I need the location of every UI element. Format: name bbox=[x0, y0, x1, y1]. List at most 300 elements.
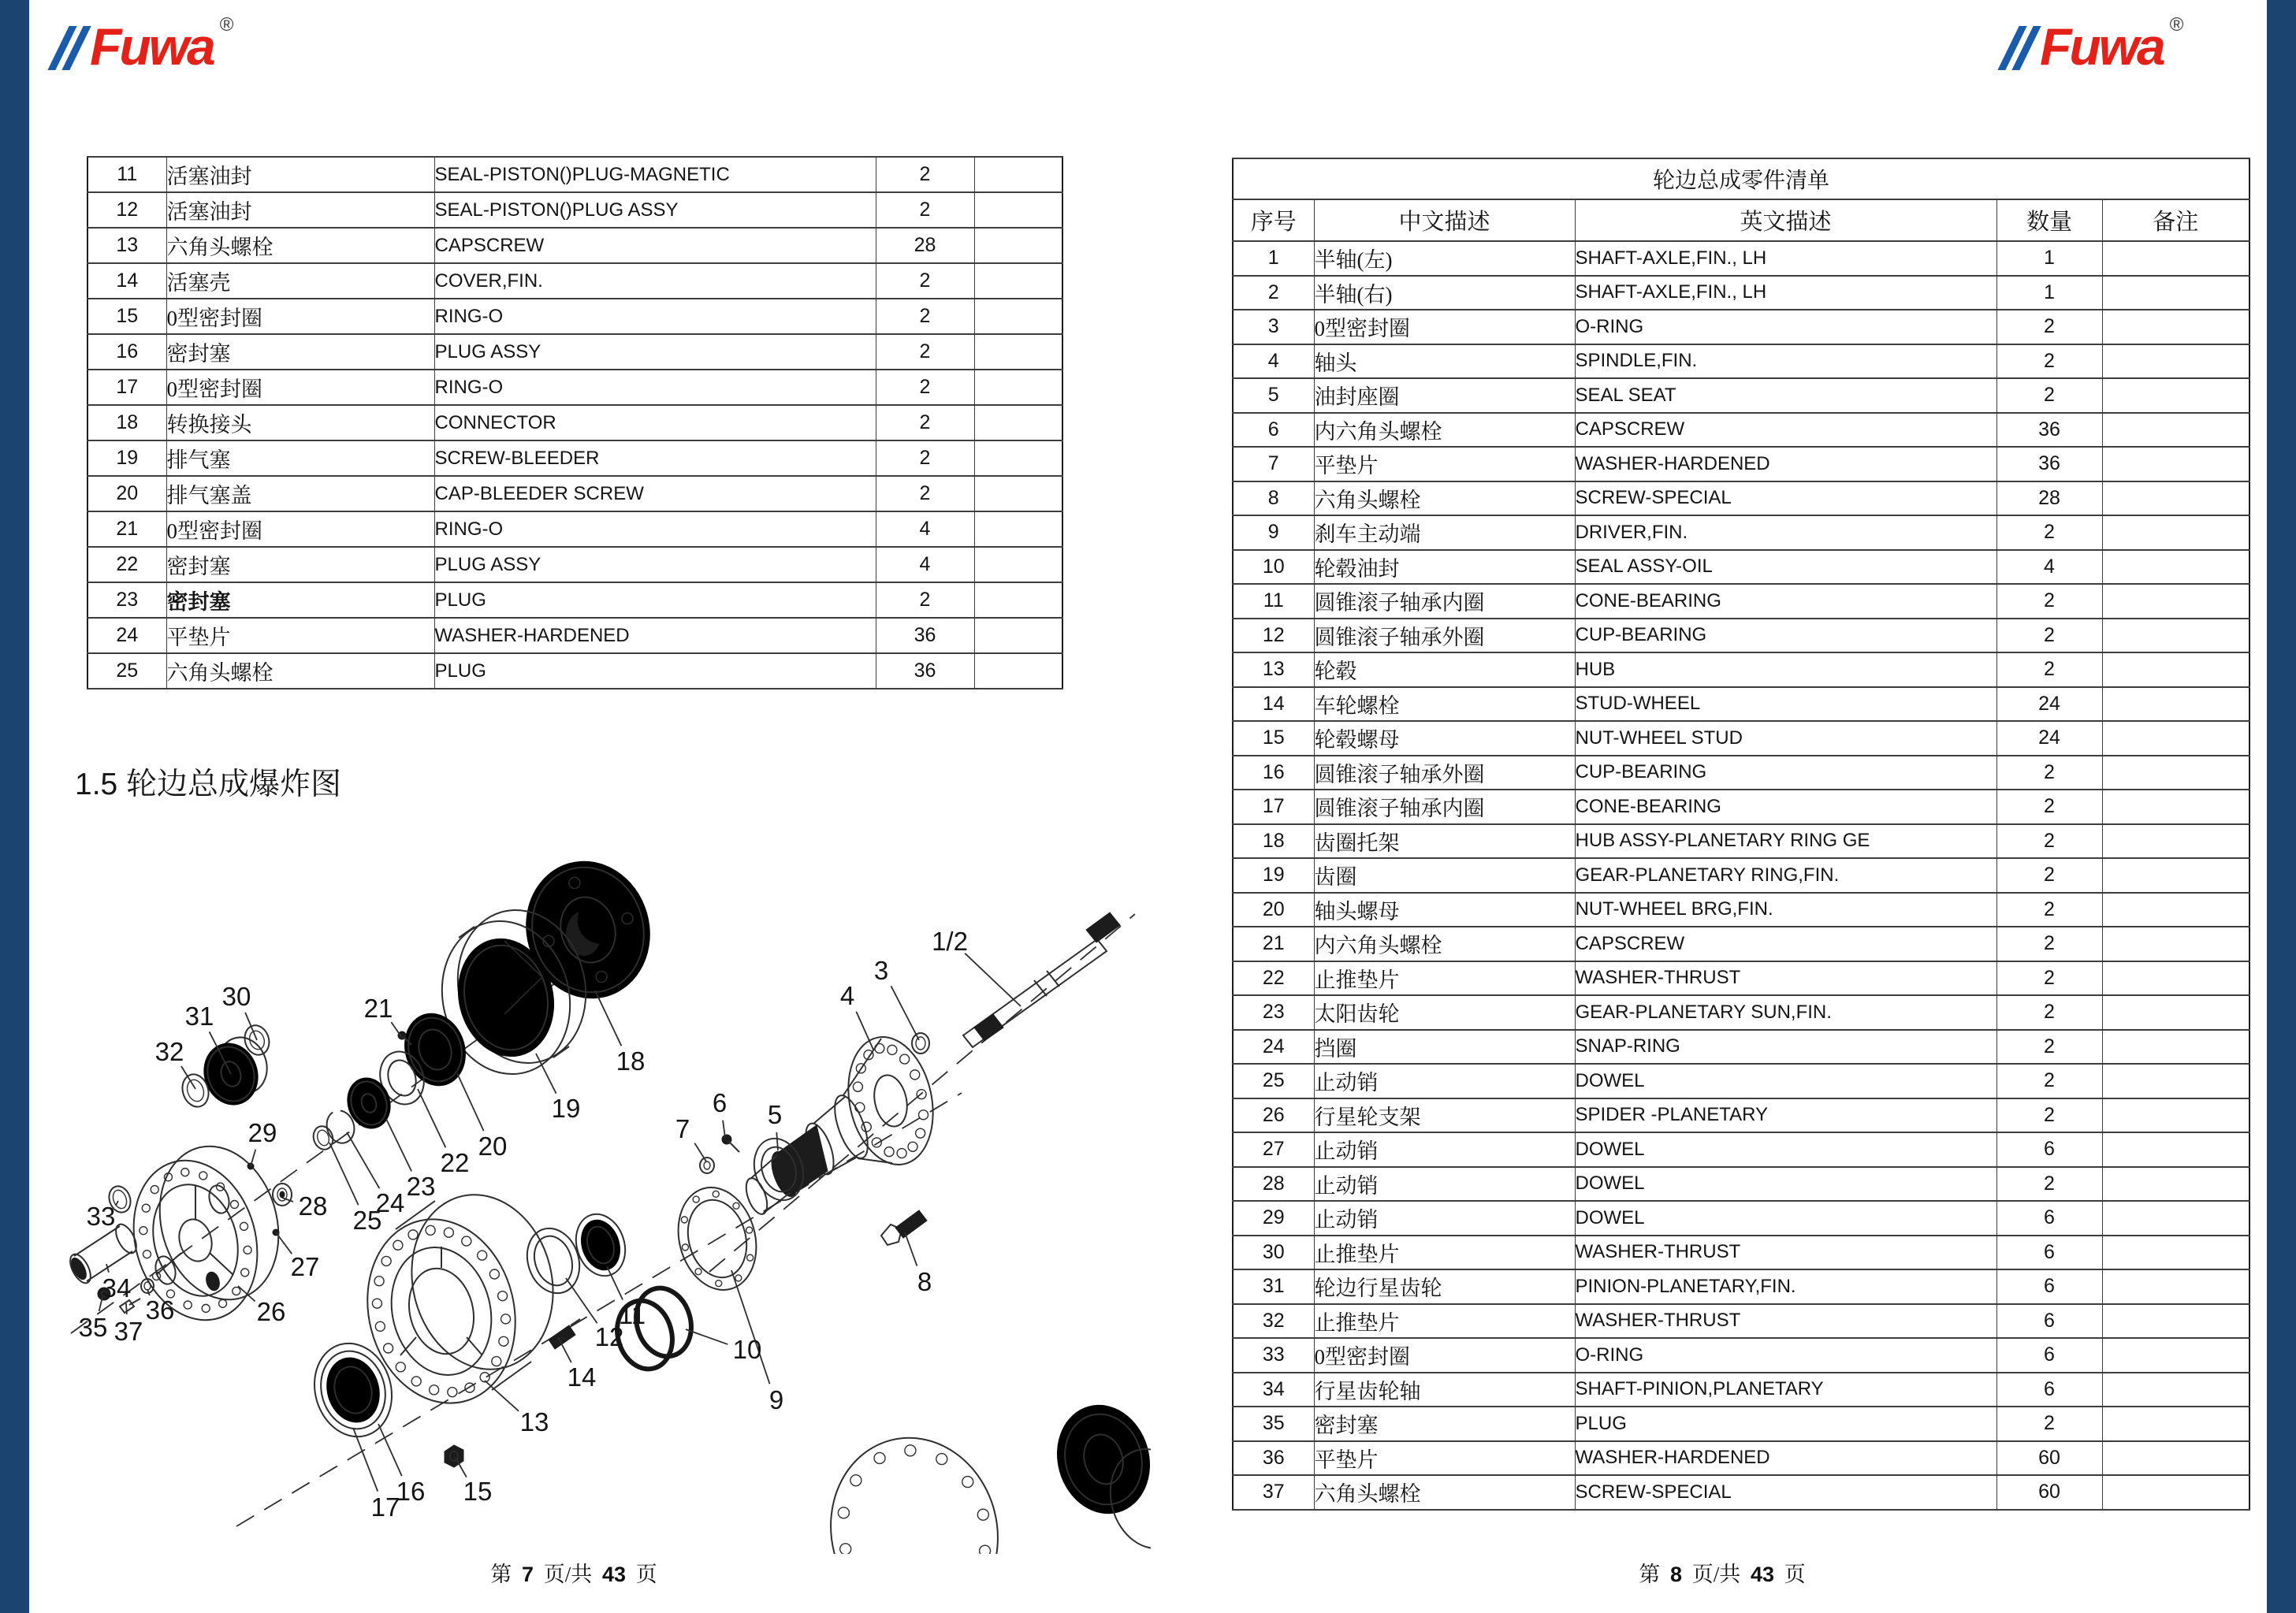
cell-qty: 36 bbox=[1996, 413, 2102, 448]
callout-leader-line bbox=[391, 1022, 402, 1038]
callout-leader-line bbox=[238, 1286, 255, 1301]
table-row bbox=[87, 440, 1062, 476]
cell-cn: 轮毂油封 bbox=[1314, 550, 1575, 585]
cell-qty: 1 bbox=[1996, 241, 2102, 276]
cell-en: PLUG bbox=[434, 582, 876, 618]
cell-no: 17 bbox=[87, 370, 166, 405]
cell-en: DRIVER,FIN. bbox=[1575, 515, 1996, 550]
cell-cn: 六角头螺栓 bbox=[166, 228, 434, 263]
callout-label: 10 bbox=[732, 1335, 762, 1364]
cell-note bbox=[2102, 756, 2249, 790]
cell-no: 19 bbox=[87, 440, 166, 476]
cell-note bbox=[2102, 961, 2249, 996]
table-row bbox=[1233, 447, 2249, 481]
cell-qty: 2 bbox=[1996, 927, 2102, 961]
table-row bbox=[1233, 413, 2249, 448]
cell-note bbox=[974, 653, 1062, 689]
cell-en: SEAL-PISTON()PLUG ASSY bbox=[434, 192, 876, 228]
cell-cn: 齿圈 bbox=[1314, 858, 1575, 893]
callout-label: 13 bbox=[519, 1407, 549, 1436]
cell-note bbox=[974, 547, 1062, 582]
callout-leader-line bbox=[566, 1278, 597, 1323]
cell-qty: 2 bbox=[1996, 961, 2102, 996]
cell-no: 34 bbox=[1233, 1373, 1314, 1407]
cell-qty: 2 bbox=[876, 263, 974, 299]
cell-qty: 2 bbox=[1996, 1030, 2102, 1065]
cell-qty: 60 bbox=[1996, 1441, 2102, 1476]
cell-qty: 2 bbox=[1996, 515, 2102, 550]
cell-qty: 2 bbox=[1996, 584, 2102, 619]
cell-en: O-RING bbox=[1575, 310, 1996, 344]
table-row bbox=[1233, 481, 2249, 516]
cell-en: RING-O bbox=[434, 370, 876, 405]
callout-leader-line bbox=[731, 1270, 770, 1384]
cell-en: RING-O bbox=[434, 511, 876, 547]
callout-leader-line bbox=[891, 986, 919, 1040]
table-row bbox=[1233, 1098, 2249, 1133]
cell-no: 13 bbox=[87, 228, 166, 263]
cell-note bbox=[974, 192, 1062, 228]
cell-no: 24 bbox=[87, 618, 166, 653]
cell-no: 12 bbox=[87, 192, 166, 228]
cell-en: CAPSCREW bbox=[1575, 413, 1996, 448]
cell-no: 35 bbox=[1233, 1407, 1314, 1441]
cell-no: 30 bbox=[1233, 1236, 1314, 1270]
cell-no: 6 bbox=[1233, 413, 1314, 448]
cell-no: 33 bbox=[1233, 1338, 1314, 1373]
cell-note bbox=[2102, 378, 2249, 413]
cell-note bbox=[974, 263, 1062, 299]
cell-note bbox=[2102, 619, 2249, 653]
table-row bbox=[87, 653, 1062, 689]
cell-qty: 2 bbox=[876, 299, 974, 334]
table-row bbox=[87, 511, 1062, 547]
table-row bbox=[1233, 1064, 2249, 1098]
cell-en: DOWEL bbox=[1575, 1132, 1996, 1167]
callout-leader-line bbox=[485, 1381, 519, 1411]
cell-cn: 油封座圈 bbox=[1314, 378, 1575, 413]
table-row bbox=[1233, 790, 2249, 824]
cell-qty: 2 bbox=[1996, 858, 2102, 893]
cell-en: WASHER-HARDENED bbox=[1575, 447, 1996, 481]
cell-no: 36 bbox=[1233, 1441, 1314, 1476]
cell-en: PLUG ASSY bbox=[434, 334, 876, 370]
table-row bbox=[87, 618, 1062, 653]
cell-en: CUP-BEARING bbox=[1575, 756, 1996, 790]
cell-qty: 2 bbox=[876, 157, 974, 192]
cell-note bbox=[2102, 1064, 2249, 1098]
cell-cn: 轮毂 bbox=[1314, 652, 1575, 687]
callout-label: 9 bbox=[768, 1385, 784, 1414]
cell-no: 21 bbox=[87, 511, 166, 547]
part-bearing-partial bbox=[1044, 1394, 1151, 1554]
cell-note bbox=[2102, 241, 2249, 276]
cell-note bbox=[2102, 1167, 2249, 1202]
cell-note bbox=[2102, 413, 2249, 448]
table-row bbox=[1233, 927, 2249, 961]
cell-note bbox=[2102, 1236, 2249, 1270]
table-row bbox=[1233, 1338, 2249, 1373]
total-pages: 43 bbox=[1751, 1563, 1775, 1586]
table-row bbox=[1233, 721, 2249, 756]
cell-note bbox=[2102, 1098, 2249, 1133]
cell-note bbox=[2102, 481, 2249, 516]
callout-label: 7 bbox=[675, 1114, 690, 1143]
table-row bbox=[1233, 756, 2249, 790]
cell-qty: 6 bbox=[1996, 1269, 2102, 1304]
cell-cn: 半轴(右) bbox=[1314, 276, 1575, 310]
cell-no: 20 bbox=[1233, 893, 1314, 927]
cell-no: 1 bbox=[1233, 241, 1314, 276]
page-footer-right bbox=[1148, 1557, 2296, 1588]
callout-label: 15 bbox=[463, 1477, 493, 1506]
callout-leader-line bbox=[905, 1232, 917, 1266]
table-row bbox=[1233, 241, 2249, 276]
callout-label: 33 bbox=[86, 1202, 116, 1231]
parts-table-right bbox=[1232, 158, 2250, 1511]
column-header: 中文描述 bbox=[1314, 199, 1575, 241]
cell-en: GEAR-PLANETARY RING,FIN. bbox=[1575, 858, 1996, 893]
cell-cn: 挡圈 bbox=[1314, 1030, 1575, 1065]
cell-qty: 2 bbox=[876, 582, 974, 618]
cell-en: NUT-WHEEL BRG,FIN. bbox=[1575, 893, 1996, 927]
cell-no: 20 bbox=[87, 476, 166, 511]
table-row bbox=[87, 299, 1062, 334]
callout-leader-line bbox=[181, 1066, 195, 1089]
cell-qty: 4 bbox=[1996, 550, 2102, 585]
table-row bbox=[1233, 1407, 2249, 1441]
callout-label: 28 bbox=[298, 1191, 328, 1221]
cell-note bbox=[2102, 515, 2249, 550]
part-wheel-nut bbox=[445, 1445, 463, 1467]
cell-cn: 圆锥滚子轴承外圈 bbox=[1314, 619, 1575, 653]
cell-cn: 转换接头 bbox=[166, 405, 434, 440]
cell-qty: 60 bbox=[1996, 1475, 2102, 1510]
cell-no: 13 bbox=[1233, 652, 1314, 687]
cell-cn: 轮边行星齿轮 bbox=[1314, 1269, 1575, 1304]
callout-label: 6 bbox=[712, 1088, 728, 1117]
cell-note bbox=[974, 440, 1062, 476]
cell-en: PLUG bbox=[1575, 1407, 1996, 1441]
page-edge-bar-right bbox=[2267, 0, 2296, 1613]
table-row bbox=[1233, 1269, 2249, 1304]
callout-label: 32 bbox=[154, 1037, 184, 1066]
cell-no: 29 bbox=[1233, 1201, 1314, 1236]
cell-qty: 24 bbox=[1996, 687, 2102, 722]
cell-qty: 2 bbox=[1996, 756, 2102, 790]
cell-qty: 2 bbox=[1996, 310, 2102, 344]
footer-text: 页 bbox=[635, 1563, 657, 1586]
callout-label: 4 bbox=[839, 981, 855, 1010]
cell-en: GEAR-PLANETARY SUN,FIN. bbox=[1575, 995, 1996, 1030]
cell-no: 8 bbox=[1233, 481, 1314, 516]
cell-qty: 28 bbox=[876, 228, 974, 263]
callout-label: 29 bbox=[247, 1118, 277, 1147]
table-row bbox=[1233, 515, 2249, 550]
cell-en: SHAFT-AXLE,FIN., LH bbox=[1575, 276, 1996, 310]
cell-qty: 36 bbox=[1996, 447, 2102, 481]
cell-cn: 密封塞 bbox=[1314, 1407, 1575, 1441]
callout-label: 19 bbox=[551, 1094, 581, 1123]
cell-qty: 6 bbox=[1996, 1338, 2102, 1373]
cell-qty: 2 bbox=[1996, 824, 2102, 859]
page-number: 8 bbox=[1669, 1563, 1682, 1586]
cell-note bbox=[974, 228, 1062, 263]
cell-no: 14 bbox=[87, 263, 166, 299]
callout-leader-line bbox=[329, 1143, 359, 1205]
cell-cn: 平垫片 bbox=[1314, 1441, 1575, 1476]
cell-en: COVER,FIN. bbox=[434, 263, 876, 299]
cell-note bbox=[2102, 1338, 2249, 1373]
cell-en: SHAFT-PINION,PLANETARY bbox=[1575, 1373, 1996, 1407]
cell-en: DOWEL bbox=[1575, 1064, 1996, 1098]
cell-en: STUD-WHEEL bbox=[1575, 687, 1996, 722]
cell-qty: 6 bbox=[1996, 1201, 2102, 1236]
cell-no: 3 bbox=[1233, 310, 1314, 344]
fuwa-logo bbox=[58, 13, 233, 80]
fuwa-logo bbox=[2008, 13, 2183, 80]
cell-qty: 4 bbox=[876, 511, 974, 547]
callout-leader-line bbox=[126, 1303, 127, 1314]
table-row bbox=[1233, 550, 2249, 585]
cell-cn: 密封塞 bbox=[166, 334, 434, 370]
cell-note bbox=[2102, 1373, 2249, 1407]
cell-en: WASHER-HARDENED bbox=[1575, 1441, 1996, 1476]
cell-note bbox=[2102, 1132, 2249, 1167]
table-row bbox=[87, 476, 1062, 511]
cell-no: 15 bbox=[87, 299, 166, 334]
cell-cn: 平垫片 bbox=[166, 618, 434, 653]
cell-cn: 半轴(左) bbox=[1314, 241, 1575, 276]
cell-no: 31 bbox=[1233, 1269, 1314, 1304]
cell-cn: 轴头螺母 bbox=[1314, 893, 1575, 927]
registered-mark: ® bbox=[219, 14, 234, 35]
page-number: 7 bbox=[521, 1563, 534, 1586]
callout-label: 34 bbox=[102, 1273, 132, 1303]
cell-cn: 行星齿轮轴 bbox=[1314, 1373, 1575, 1407]
cell-cn: 止动销 bbox=[1314, 1064, 1575, 1098]
cell-en: PINION-PLANETARY,FIN. bbox=[1575, 1269, 1996, 1304]
exploded-diagram bbox=[32, 829, 1151, 1554]
cell-note bbox=[2102, 447, 2249, 481]
cell-no: 25 bbox=[1233, 1064, 1314, 1098]
cell-en: SNAP-RING bbox=[1575, 1030, 1996, 1065]
callout-leader-line bbox=[386, 1119, 411, 1171]
cell-cn: 止动销 bbox=[1314, 1201, 1575, 1236]
table-row bbox=[1233, 824, 2249, 859]
cell-qty: 24 bbox=[1996, 721, 2102, 756]
cell-note bbox=[2102, 310, 2249, 344]
cell-qty: 36 bbox=[876, 618, 974, 653]
callout-label: 5 bbox=[767, 1100, 783, 1129]
callout-leader-line bbox=[347, 1132, 379, 1188]
callout-label: 1/2 bbox=[932, 927, 968, 956]
table-row bbox=[87, 192, 1062, 228]
callout-label: 27 bbox=[290, 1252, 320, 1281]
cell-cn: 0型密封圈 bbox=[1314, 1338, 1575, 1373]
cell-cn: 太阳齿轮 bbox=[1314, 995, 1575, 1030]
cell-cn: 0型密封圈 bbox=[166, 299, 434, 334]
page-edge-bar-left bbox=[0, 0, 29, 1613]
cell-qty: 2 bbox=[1996, 1098, 2102, 1133]
cell-en: SEAL-PISTON()PLUG-MAGNETIC bbox=[434, 157, 876, 192]
registered-mark: ® bbox=[2169, 14, 2184, 35]
cell-no: 14 bbox=[1233, 687, 1314, 722]
cell-qty: 2 bbox=[876, 334, 974, 370]
cell-note bbox=[2102, 1030, 2249, 1065]
callout-leader-line bbox=[694, 1143, 706, 1161]
cell-qty: 2 bbox=[1996, 790, 2102, 824]
callout-label: 35 bbox=[78, 1313, 108, 1342]
table-row bbox=[1233, 1373, 2249, 1407]
callout-label: 11 bbox=[618, 1300, 646, 1329]
cell-note bbox=[2102, 1441, 2249, 1476]
cell-qty: 2 bbox=[876, 405, 974, 440]
cell-cn: 密封塞 bbox=[166, 582, 434, 618]
cell-note bbox=[2102, 1269, 2249, 1304]
part-bearing-cone bbox=[568, 1208, 633, 1283]
table-row bbox=[1233, 1030, 2249, 1065]
table-row bbox=[1233, 276, 2249, 310]
cell-no: 12 bbox=[1233, 619, 1314, 653]
cell-cn: 圆锥滚子轴承内圈 bbox=[1314, 790, 1575, 824]
cell-no: 17 bbox=[1233, 790, 1314, 824]
cell-cn: 内六角头螺栓 bbox=[1314, 927, 1575, 961]
cell-note bbox=[2102, 1407, 2249, 1441]
cell-qty: 36 bbox=[876, 653, 974, 689]
cell-no: 28 bbox=[1233, 1167, 1314, 1202]
part-ring-small bbox=[273, 1184, 292, 1206]
table-row bbox=[87, 405, 1062, 440]
cell-cn: 轴头 bbox=[1314, 344, 1575, 379]
cell-note bbox=[2102, 721, 2249, 756]
cell-en: SCREW-SPECIAL bbox=[1575, 481, 1996, 516]
cell-no: 7 bbox=[1233, 447, 1314, 481]
table-row bbox=[87, 334, 1062, 370]
part-axle-shaft bbox=[963, 912, 1120, 1047]
cell-no: 15 bbox=[1233, 721, 1314, 756]
cell-no: 18 bbox=[87, 405, 166, 440]
table-row bbox=[87, 157, 1062, 192]
cell-cn: 活塞油封 bbox=[166, 157, 434, 192]
cell-no: 22 bbox=[87, 547, 166, 582]
cell-note bbox=[2102, 995, 2249, 1030]
cell-no: 16 bbox=[87, 334, 166, 370]
cell-cn: 止推垫片 bbox=[1314, 1236, 1575, 1270]
cell-en: CONE-BEARING bbox=[1575, 584, 1996, 619]
cell-en: CAP-BLEEDER SCREW bbox=[434, 476, 876, 511]
cell-no: 11 bbox=[1233, 584, 1314, 619]
callout-leader-line bbox=[595, 990, 621, 1046]
column-header: 数量 bbox=[1996, 199, 2102, 241]
cell-no: 25 bbox=[87, 653, 166, 689]
cell-note bbox=[2102, 824, 2249, 859]
cell-no: 26 bbox=[1233, 1098, 1314, 1133]
callout-label: 36 bbox=[145, 1295, 175, 1325]
cell-cn: 止动销 bbox=[1314, 1132, 1575, 1167]
total-pages: 43 bbox=[602, 1563, 627, 1586]
cell-cn: 六角头螺栓 bbox=[1314, 481, 1575, 516]
cell-qty: 2 bbox=[876, 370, 974, 405]
cell-en: O-RING bbox=[1575, 1338, 1996, 1373]
table-row bbox=[87, 370, 1062, 405]
table-row bbox=[87, 547, 1062, 582]
cell-note bbox=[2102, 893, 2249, 927]
logo-slashes-icon bbox=[1997, 26, 2041, 70]
cell-note bbox=[974, 582, 1062, 618]
cell-note bbox=[974, 405, 1062, 440]
cell-qty: 2 bbox=[1996, 652, 2102, 687]
cell-en: WASHER-THRUST bbox=[1575, 1236, 1996, 1270]
table-row bbox=[1233, 1304, 2249, 1339]
callout-label: 23 bbox=[406, 1172, 436, 1201]
cell-en: WASHER-THRUST bbox=[1575, 961, 1996, 996]
cell-note bbox=[2102, 687, 2249, 722]
cell-en: NUT-WHEEL STUD bbox=[1575, 721, 1996, 756]
cell-cn: 齿圈托架 bbox=[1314, 824, 1575, 859]
column-header: 英文描述 bbox=[1575, 199, 1996, 241]
cell-note bbox=[2102, 652, 2249, 687]
cell-en: SEAL ASSY-OIL bbox=[1575, 550, 1996, 585]
cell-cn: 圆锥滚子轴承内圈 bbox=[1314, 584, 1575, 619]
callout-label: 26 bbox=[256, 1297, 286, 1326]
cell-cn: 密封塞 bbox=[166, 547, 434, 582]
cell-no: 22 bbox=[1233, 961, 1314, 996]
callout-leader-line bbox=[116, 1201, 118, 1205]
cell-qty: 6 bbox=[1996, 1373, 2102, 1407]
table-row bbox=[87, 228, 1062, 263]
callout-label: 17 bbox=[370, 1492, 400, 1522]
callout-label: 37 bbox=[113, 1317, 143, 1346]
callout-label: 16 bbox=[396, 1477, 426, 1506]
cell-en: WASHER-THRUST bbox=[1575, 1304, 1996, 1339]
footer-text: 页 bbox=[1784, 1563, 1806, 1586]
table-row bbox=[1233, 1167, 2249, 1202]
cell-cn: 活塞油封 bbox=[166, 192, 434, 228]
cell-qty: 6 bbox=[1996, 1132, 2102, 1167]
cell-qty: 2 bbox=[1996, 893, 2102, 927]
callout-label: 30 bbox=[221, 982, 251, 1011]
callout-label: 22 bbox=[440, 1148, 470, 1177]
cell-note bbox=[974, 476, 1062, 511]
cell-note bbox=[2102, 584, 2249, 619]
table-row bbox=[1233, 893, 2249, 927]
cell-qty: 2 bbox=[876, 476, 974, 511]
table-row bbox=[1233, 310, 2249, 344]
cell-en: CAPSCREW bbox=[434, 228, 876, 263]
table-row bbox=[87, 582, 1062, 618]
cell-qty: 4 bbox=[876, 547, 974, 582]
part-locknut bbox=[395, 1005, 474, 1095]
callout-label: 31 bbox=[184, 1002, 214, 1031]
cell-no: 19 bbox=[1233, 858, 1314, 893]
cell-no: 37 bbox=[1233, 1475, 1314, 1510]
cell-qty: 28 bbox=[1996, 481, 2102, 516]
cell-no: 18 bbox=[1233, 824, 1314, 859]
table-row bbox=[1233, 1441, 2249, 1476]
footer-text: 第 bbox=[490, 1563, 512, 1586]
cell-cn: 止推垫片 bbox=[1314, 961, 1575, 996]
cell-note bbox=[2102, 1304, 2249, 1339]
cell-cn: 内六角头螺栓 bbox=[1314, 413, 1575, 448]
cell-en: DOWEL bbox=[1575, 1167, 1996, 1202]
cell-note bbox=[2102, 858, 2249, 893]
cell-qty: 2 bbox=[876, 440, 974, 476]
cell-note bbox=[2102, 344, 2249, 379]
cell-no: 32 bbox=[1233, 1304, 1314, 1339]
cell-en: PLUG bbox=[434, 653, 876, 689]
cell-note bbox=[974, 334, 1062, 370]
